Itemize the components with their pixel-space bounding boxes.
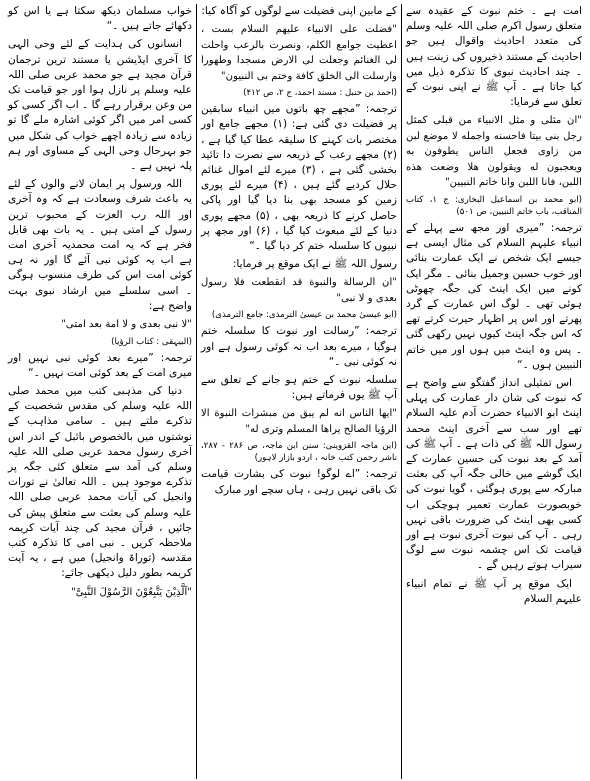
paragraph: سلسلہ نبوت کے ختم ہو جانے کے تعلق سے آپ ﷺ یوں فرماتے ہیں: — [201, 374, 397, 402]
citation: (ابو عیسیٰ محمد بن عیسیٰ الترمذی: جامع الترمذی) — [211, 310, 397, 321]
left-column — [4, 4, 196, 779]
citation: (ابو محمد بن اسماعیل البخاری: ج ۱، کتاب المناقب، باب خاتم النبیین، ص ۵۰۱) — [406, 194, 583, 217]
arabic-hadith: "ایها الناس انه لم یبق من مبشرات النبوة الا الرؤیا الصالح یراها المسلم وتری له" — [201, 408, 397, 435]
translation: ترجمہ: ”مجھے چھ باتوں میں انبیاء سابقین پر فضیلت دی گئی ہے: (۱) مجھے جامع اور مختصر بات کہنے کا سلیقہ عطا کیا گیا ہے ، (۲) مجھے رعب کے ذریعہ سے نصرت دا تائید بخشی گئی ہے ، (۳) میرے لئے اموال غنائم حلال کردیے گئے ہیں ، (۴) میرے لئے پوری زمین کو مسجد بھی بنا دیا گیا اور پاکی حاصل کرنے کا ذریعہ بھی ، (۵) مجھے پوری دنیا کے لئے مبعوث کیا گیا ، (۶) اور مجھ پر نبیوں کا سلسلہ ختم کر دیا گیا ۔“ — [201, 103, 398, 253]
paragraph: اللہ ورسول پر ایمان لانے والوں کے لئے یہ باعث شرف وسعادت ہے کہ وہ آخری اور اللہ رب العزت کے محبوب ترین رسول کے امتی ہیں ۔ یہ بات بھی قابل فخر ہے کہ یہ امت محمدیہ آخری امت ہے اب یہ کوئی نبی آئے گا اور نہ ہی کوئی امت اس کی طرف منسوب ہوگی ۔ اسی سلسلے میں ارشاد نبوی بہت واضح ہے: — [8, 178, 192, 312]
citation: (احمد بن حنبل : مسند احمد، ج ۲، ص ۴۱۲) — [243, 88, 397, 99]
paragraph: اس تمثیلی انداز گفتگو سے واضح ہے کہ نبوت کی شان دار عمارت کی پہلی اینٹ ابو الانبیاء حضرت آدم علیہ السلام تھے اور سب سے آخری اینٹ محمد رسول اللہ ﷺ کی ذات ہے ۔ آپ ﷺ کی آمد کے بعد نبوت کی حسین عمارت کے ایک گوشے میں خالی جگہ آپ کی بعثت مبارکہ سے پوری ہوگئی ، گویا نبوت کی خوبصورت عمارت تعمیر ہوچکی اب کسی بھی اینٹ کی ضرورت باقی نہیں رہی ۔ آپ کی نبوت آخری نبوت ہے اور قیامت تک اس چشمہ نبوت سے لوگ سیراب ہوتے رہیں گے ۔ — [406, 376, 582, 572]
translation: ترجمہ: ”میری اور مجھ سے پہلے کے انبیاء علیہم السلام کی مثال ایسی ہے جیسے ایک شخص نے ایک عمارت بنائی اور خوب حسین وجمیل بنائی ۔ مگر ایک کونے میں ایک اینٹ کی جگہ چھوٹی ہوئی تھی ۔ لوگ اس عمارت کے گرد پھرتے اور اس پر اظہار حیرت کرتے تھے کہ اس جگہ اینٹ کیوں نہیں رکھی گئی ۔ پس وہ اینٹ میں ہوں اور میں خاتم النبیین ہوں ۔“ — [406, 221, 582, 371]
paragraph: کے مابین اپنی فضیلت سے لوگوں کو آگاہ کیا: — [201, 5, 397, 17]
paragraph: دنیا کی مذہبی کتب میں محمد صلی اللہ علیہ وسلم کی مقدس شخصیت کے تذکرے ملتے ہیں ۔ سامی مذاہب کے نوشتوں میں بالخصوص بائبل کے اندر اس آخری رسول محمد عربی صلی اللہ علیہ وسلم کی آمد سے متعلق کئی جگہ پر تذکرے موجود ہیں ۔ اللہ تعالیٰ نے تورات وانجیل کی آیات محمد عربی صلی اللہ علیہ وسلم کی بعثت سے متعلق پیش کی جائیں ، قرآن مجید کی چند آیات کریمہ ملاحظہ کریں ۔ نبی امی کا تذکرہ کتب مقدسہ (توراۃ وانجیل) میں ہے ، یہ آیت کریمہ بطور دلیل دیکھی جائے: — [8, 384, 192, 580]
paragraph: انسانوں کی ہدایت کے لئے وحی الہی کا آخری ایڈیشن یا مستند ترین ترجمان قرآن مجید ہے جو محمد عربی صلی اللہ علیہ وسلم پر نازل ہوا اور جو قیامت تک من وعن برقرار رہے گا ۔ اب اگر کسی کو کسی امر میں اگر کوئی اشارہ ملے گا تو زیادہ سے زیادہ اچھے خواب کی شکل میں جو بہرحال وحی الہی کے مساوی اور ہم پلہ نہیں ہے ۔ — [8, 38, 192, 173]
translation: ترجمہ: ”رسالت اور نبوت کا سلسلہ ختم ہوگیا ، میرے بعد اب نہ کوئی رسول ہے اور نہ کوئی نبی ۔“ — [201, 325, 397, 368]
translation: ترجمہ: ”اے لوگو! نبوت کی بشارت قیامت تک باقی نہیں رہی ، ہاں سچے اور مبارک — [201, 468, 397, 496]
citation: (البیہقی : کتاب الرؤیا) — [111, 336, 192, 347]
right-column — [402, 4, 586, 779]
paragraph: خواب مسلمان دیکھ سکتا ہے یا اس کو دکھائے جاتے ہیں ۔“ — [8, 5, 192, 33]
arabic-hadith: "ان مثلی و مثل الانبیاء من قبلی کمثل رجل بنی بیتا فاحسنه واجمله لا موضع لبن من زاوی فجعل الناس یطوفون به ویعجبون له ویقولون هلا وضعت هذه اللبن، فانا اللبن وانا خاتم النبیین" — [406, 115, 582, 189]
arabic-hadith: "لا نبی بعدی و لا امة بعد امتی" — [61, 319, 192, 331]
middle-column — [196, 4, 402, 779]
arabic-hadith: "فضلت علی الانبیاء علیهم السلام بست ، اعطیت جوامع الکلم، ونصرت بالرعب واحلت لی الغنائم وجعلت لی الارض مسجدا وطهورا وارسلت الی الخلق کافة وختم بی النبیون" — [201, 24, 397, 82]
paragraph: ایک موقع پر آپ ﷺ نے تمام انبیاء علیہم السلام — [406, 577, 582, 605]
arabic-hadith: "ان الرسالة والنبوة قد انقطعت فلا رسول بعدی و لا نبی" — [201, 277, 397, 304]
paragraph: امت ہے ۔ ختم نبوت کے عقیدہ سے متعلق رسول اکرم صلی اللہ علیہ وسلم کی متعدد احادیث واقوال ہیں جو احادیث کے مستند ذخیروں کی زینت ہیں ۔ چند احادیث نبوی کا تذکرہ ذیل میں کیا جاتا ہے ۔ آپ ﷺ نے اپنی نبوت کے تعلق سے فرمایا: — [406, 5, 582, 109]
citation: (ابن ماجہ القزوینی: سنن ابن ماجہ، ص ۲۸۶ - ۲۸۷، ناشر رحمن کتب خانہ ، اردو بازار لاہور) — [201, 441, 397, 464]
translation: ترجمہ: ”میرے بعد کوئی نبی نہیں اور میری امت کے بعد کوئی امت نہیں ۔“ — [8, 351, 192, 379]
paragraph: رسول اللہ ﷺ نے ایک موقع پر فرمایا: — [232, 258, 397, 271]
arabic-verse: "اَلَّذِیْنَ یَتَّبِعُوْنَ الرَّسُوْلَ النَّبِیَّ" — [71, 586, 192, 598]
